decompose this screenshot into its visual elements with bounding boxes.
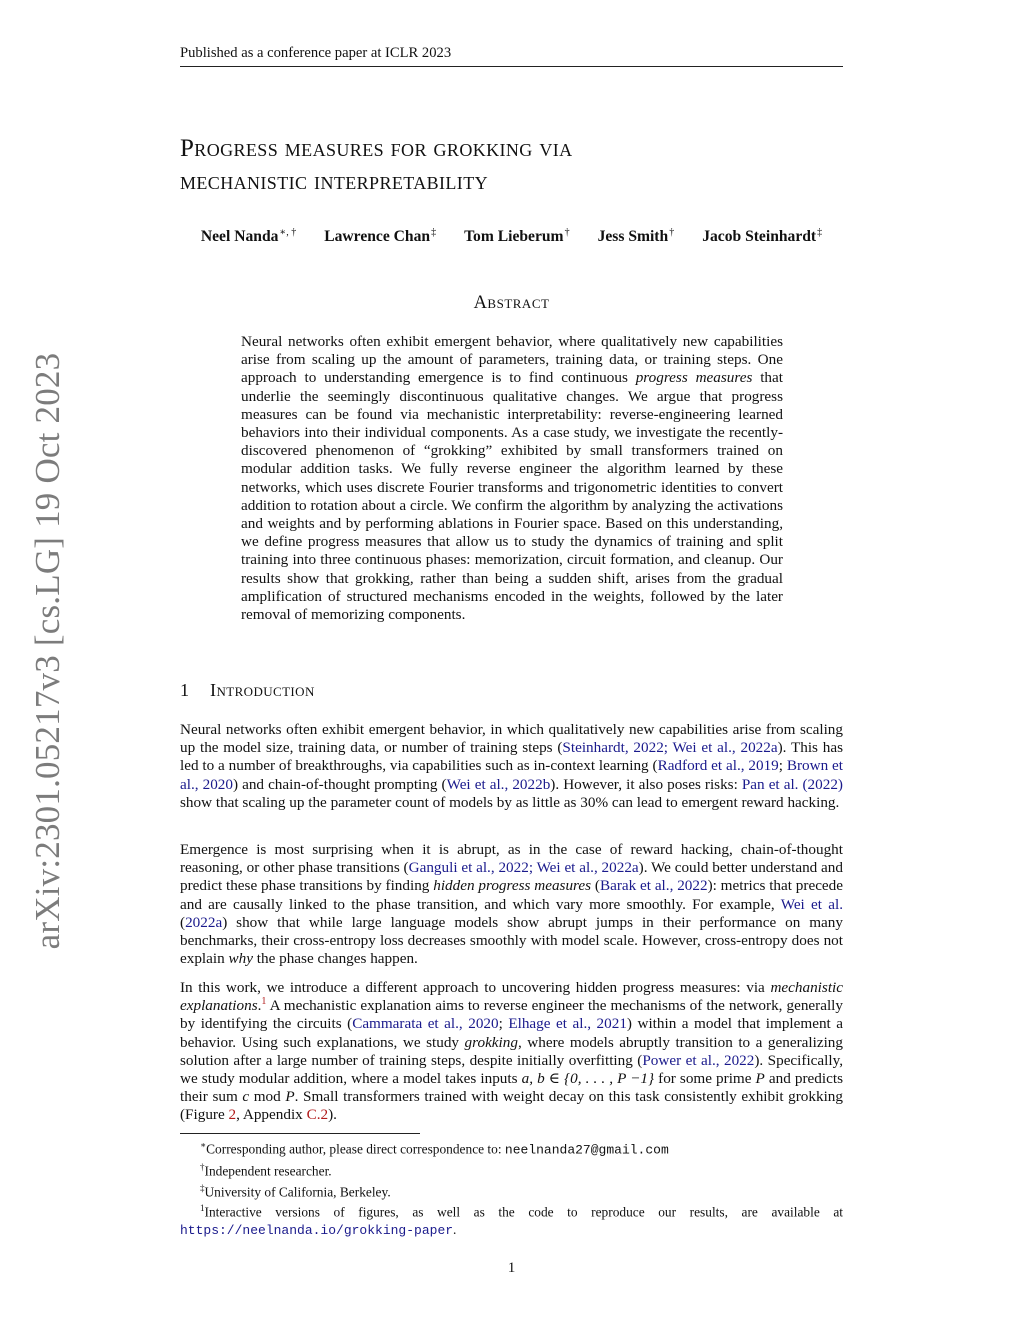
running-header: Published as a conference paper at ICLR 2023: [180, 45, 452, 61]
footnote: ‡University of California, Berkeley.: [200, 1182, 391, 1199]
abstract-heading: Abstract: [473, 293, 550, 313]
page-number: 1: [507, 1259, 516, 1276]
section-heading: 1 Introduction: [180, 680, 315, 700]
header-rule: [180, 66, 843, 67]
title-line-2: mechanistic interpretability: [180, 168, 488, 195]
footnote: ∗Corresponding author, please direct correspondence to: neelnanda27@gmail.com: [200, 1140, 669, 1158]
citation-link[interactable]: Barak et al., 2022: [599, 877, 708, 895]
citation-link[interactable]: Ganguli et al., 2022; Wei et al., 2022a: [408, 859, 639, 877]
citation-link[interactable]: Cammarata et al., 2020: [352, 1015, 499, 1033]
author: Lawrence Chan‡: [324, 227, 437, 246]
math-inline: P: [755, 1070, 765, 1088]
footnote-rule: [180, 1133, 420, 1134]
appendix-ref-link[interactable]: C.2: [306, 1106, 329, 1124]
footnote-link[interactable]: 1: [261, 996, 267, 1008]
citation-link[interactable]: Wei et al.: [780, 895, 843, 913]
citation-link[interactable]: Elhage et al., 2021: [508, 1015, 627, 1033]
footnotes: [180, 1137, 843, 1239]
footnote: †Independent researcher.: [200, 1161, 332, 1179]
math-inline: a, b ∈ {0, . . . , P −1}: [521, 1070, 655, 1088]
intro-paragraph-1: Neural networks often exhibit emergent behavior, in which qualitatively new capabilities arise from scaling up the model size, training data, or number of training steps (Steinhardt, 2022; Wei et al., 2022a). This has led to a number of breakthroughs, via capabilities such as in-context learning (Radford et al., 2019; Brown et al., 2020) and chain-of-thought prompting (Wei et al., 2022b). However, it also poses risks: Pan et al. (2022) show that scaling up the parameter count of models by as little as 30% can lead to emergent reward hacking.: [180, 721, 843, 811]
citation-link[interactable]: Steinhardt, 2022; Wei et al., 2022a: [562, 739, 778, 757]
author: Jacob Steinhardt‡: [702, 227, 823, 246]
arxiv-stamp: arXiv:2301.05217v3 [cs.LG] 19 Oct 2023: [28, 352, 67, 950]
intro-paragraph-3: In this work, we introduce a different approach to uncovering hidden progress measures: via mechanistic explanations.$^1$ A mechanistic explanation aims to reverse engineer the mechanisms of the network, generally by identifying the circuits (Cammarata et al., 2020; Elhage et al., 2021) within a model that implement a behavior. Using such explanations, we study grokking, where models abruptly transition to a generalizing solution after a large number of training steps, despite initially overfitting (Power et al., 2022). Specifically, we study modular addition, where a model takes inputs a, b ∈ {0, . . . , P −1} for some prime P and predicts their sum c mod P. Small transformers trained with weight decay on this task consistently exhibit grokking (Figure 2, Appendix C.2).: [180, 979, 844, 1124]
email-link[interactable]: neelnanda27@gmail.com: [504, 1142, 669, 1158]
url-link[interactable]: https://neelnanda.io/grokking-paper: [180, 1223, 454, 1239]
citation-link[interactable]: Brown et al., 2020: [180, 757, 843, 793]
figure-ref-link[interactable]: 2: [228, 1106, 237, 1124]
author-list: [180, 227, 843, 246]
author: Neel Nanda∗, †: [200, 227, 297, 246]
author: Tom Lieberum†: [464, 227, 570, 246]
footnote: $^1$Interactive versions of figures, as well as the code to reproduce our results, are available at https://neelnanda.io/grokking-paper.: [180, 1203, 843, 1239]
abstract-body: Neural networks often exhibit emergent behavior, where qualitatively new capabilities arise from scaling up the amount of parameters, training data, or training steps. One approach to understanding emergence is to find continuous progress measures that underlie the seemingly discontinuous qualitative changes. We argue that progress measures can be found via mechanistic interpretability: reverse-engineering learned behaviors into their individual components. As a case study, we investigate the recently-discovered phenomenon of “grokking” exhibited by small transformers trained on modular addition tasks. We fully reverse engineer the algorithm learned by these networks, which uses discrete Fourier transforms and trigonometric identities to convert addition to rotation about a circle. We confirm the algorithm by analyzing the activations and weights and by performing ablations in Fourier space. Based on this understanding, we define progress measures that allow us to study the dynamics of training and split training into three continuous phases: memorization, circuit formation, and cleanup. Our results show that grokking, rather than being a sudden shift, arises from the gradual amplification of structured mechanisms encoded in the weights, followed by the later removal of memorizing components.: [241, 333, 783, 624]
math-inline: P: [285, 1088, 295, 1106]
math-inline: c: [242, 1088, 250, 1106]
author: Jess Smith†: [597, 227, 675, 246]
paper-title: [180, 132, 843, 198]
citation-link[interactable]: Pan et al. (2022): [741, 775, 843, 793]
title-line-1: Progress measures for grokking via: [180, 135, 573, 162]
citation-link[interactable]: Radford et al., 2019: [657, 757, 779, 775]
intro-paragraph-2: Emergence is most surprising when it is abrupt, as in the case of reward hacking, chain-of-thought reasoning, or other phase transitions (Ganguli et al., 2022; Wei et al., 2022a). We could better understand and predict these phase transitions by finding hidden progress measures (Barak et al., 2022): metrics that precede and are causally linked to the phase transition, and which vary more smoothly. For example, Wei et al. (2022a) show that while large language models show abrupt jumps in their performance on many benchmarks, their cross-entropy loss decreases smoothly with model scale. However, cross-entropy does not explain why the phase changes happen.: [180, 841, 844, 968]
citation-link[interactable]: Wei et al., 2022b: [446, 775, 551, 793]
citation-link[interactable]: Power et al., 2022: [642, 1051, 755, 1069]
citation-link[interactable]: 2022a: [185, 913, 223, 931]
